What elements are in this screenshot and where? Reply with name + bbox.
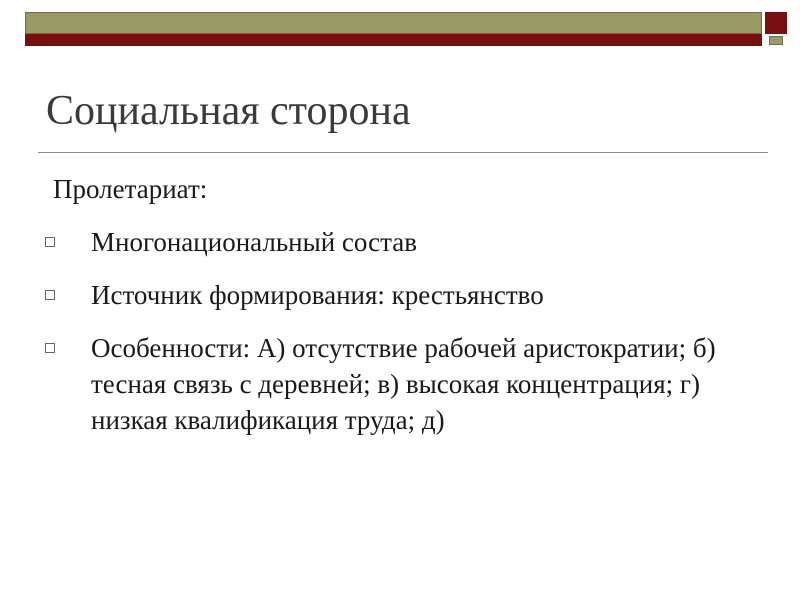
hollow-square-bullet-icon [45,237,55,247]
title-divider [38,152,768,153]
bullet-item [0,224,800,260]
bullet-item [0,330,800,438]
bullet-text: Особенности: А) отсутствие рабочей аристократии; б) тесная связь с деревней; в) высокая концентрация; г) низкая квалификация труда; д) [91,333,716,435]
header-corner-olive-square [769,36,783,45]
hollow-square-bullet-icon [45,343,55,353]
bullet-text: Многонациональный состав [91,227,417,257]
header-olive-bar [25,12,762,34]
intro-text: Пролетариат: [53,174,208,204]
bullet-text: Источник формирования: крестьянство [91,280,544,310]
hollow-square-bullet-icon [45,290,55,300]
bullet-item [0,277,800,313]
slide-title: Социальная сторона [46,88,411,134]
header-red-bar [25,34,762,46]
header-corner-red-square [765,12,787,34]
bullet-list [0,224,800,455]
